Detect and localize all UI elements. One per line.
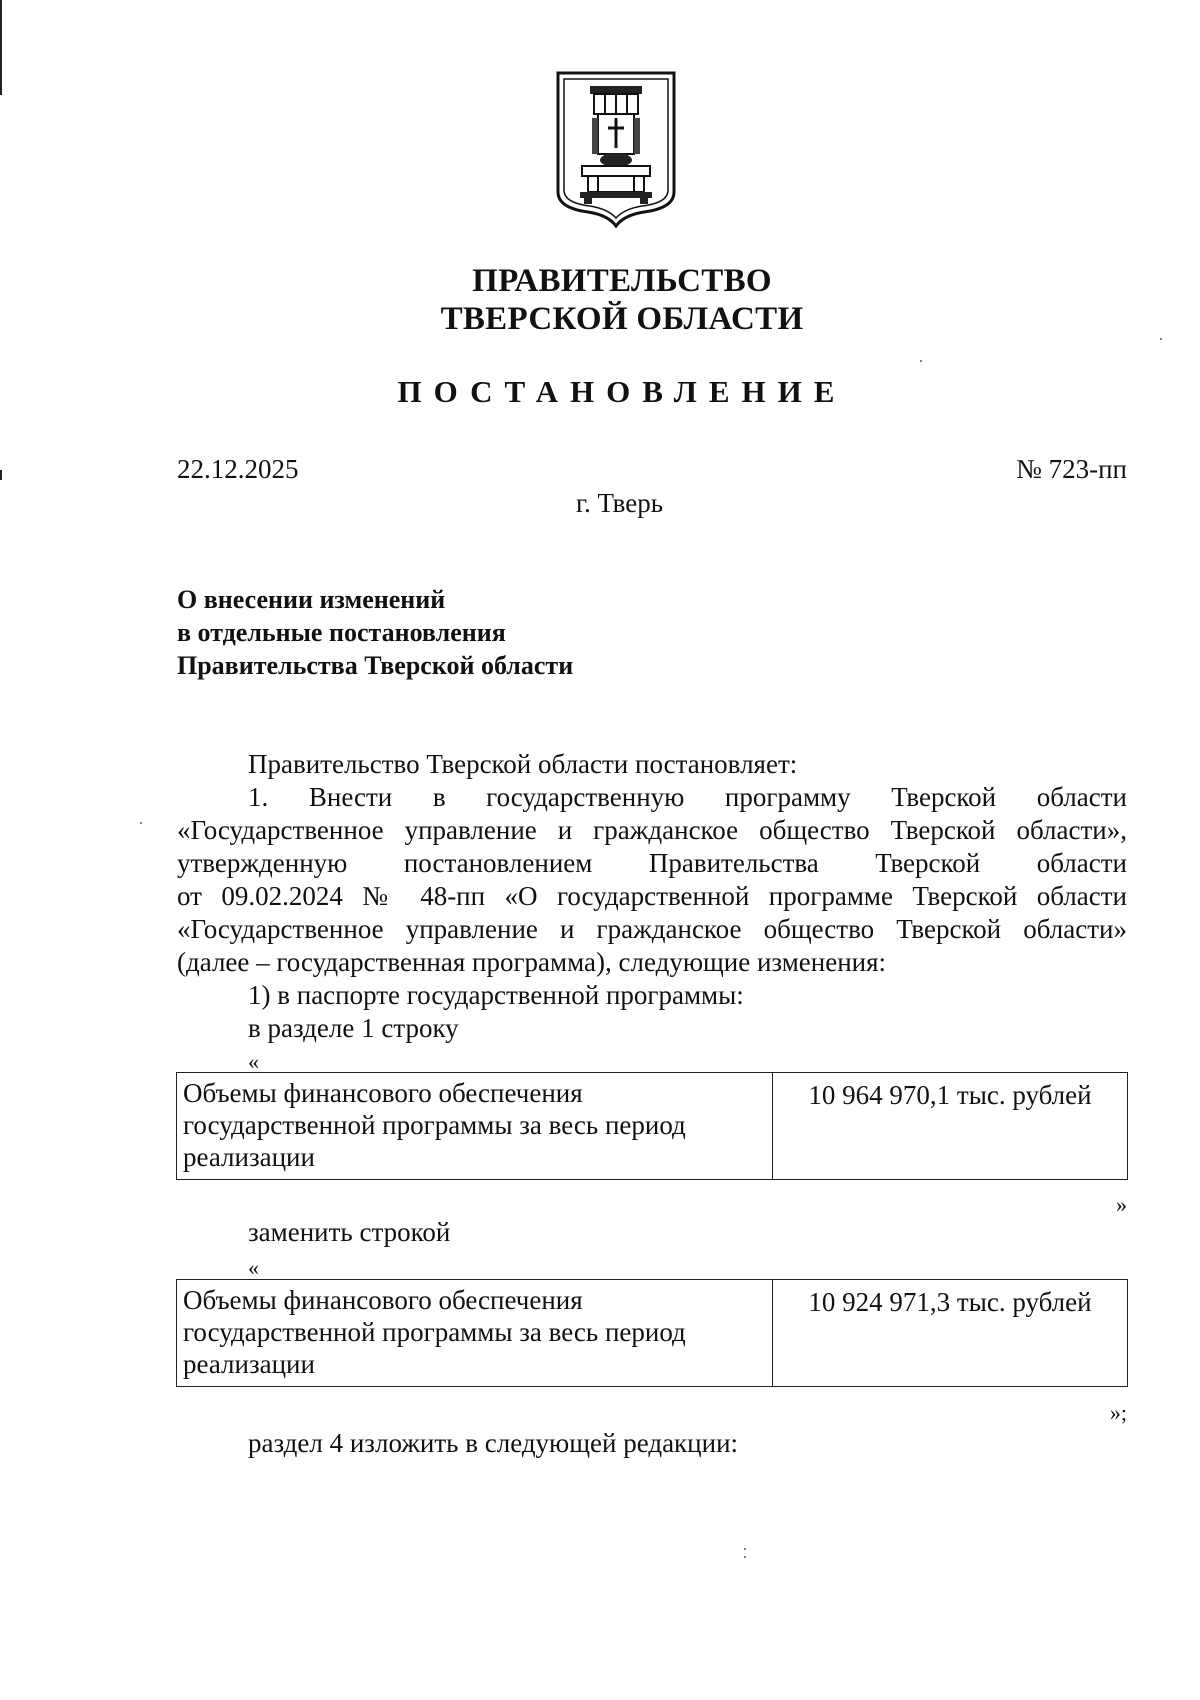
government-name-line1: ПРАВИТЕЛЬСТВО bbox=[472, 263, 772, 299]
government-name-line2: ТВЕРСКОЙ ОБЛАСТИ bbox=[440, 301, 804, 337]
cell-text: реализации bbox=[183, 1349, 315, 1379]
cell-text: Объемы финансового обеспечения bbox=[183, 1078, 583, 1108]
close-quote: » bbox=[1116, 1192, 1127, 1217]
scan-speck bbox=[140, 822, 142, 824]
scan-speck bbox=[1160, 338, 1162, 340]
cell-text: Объемы финансового обеспечения bbox=[183, 1285, 583, 1315]
tver-coat-of-arms-icon bbox=[554, 70, 678, 228]
document-type-title: ПОСТАНОВЛЕНИЕ bbox=[397, 374, 847, 409]
open-quote: « bbox=[248, 1049, 259, 1074]
paragraph-line: 1. Внести в государственную программу Тверской области bbox=[248, 782, 1127, 812]
table-cell-label bbox=[177, 1073, 773, 1180]
document-number: № 723-пп bbox=[1016, 454, 1127, 484]
paragraph-line: от 09.02.2024 № 48-пп «О государственной программе Тверской области bbox=[177, 881, 1127, 911]
old-financing-table bbox=[176, 1072, 1128, 1180]
table-row bbox=[177, 1280, 1128, 1387]
subject-line: О внесении изменений bbox=[177, 585, 446, 614]
paragraph-line: (далее – государственная программа), следующие изменения: bbox=[177, 947, 887, 977]
subitem-line: в разделе 1 строку bbox=[248, 1013, 459, 1043]
scan-speck bbox=[744, 1556, 746, 1558]
subitem-line: 1) в паспорте государственной программы: bbox=[248, 980, 744, 1010]
scan-edge-mark bbox=[0, 470, 2, 480]
scan-edge-mark bbox=[0, 0, 2, 95]
document-city: г. Тверь bbox=[576, 488, 664, 518]
document-date: 22.12.2025 bbox=[177, 454, 299, 484]
final-instruction: раздел 4 изложить в следующей редакции: bbox=[248, 1428, 739, 1458]
scan-speck bbox=[744, 1548, 746, 1550]
new-financing-table bbox=[176, 1279, 1128, 1387]
subject-line: в отдельные постановления bbox=[177, 618, 506, 647]
paragraph-line: «Государственное управление и гражданское общество Тверской области» bbox=[177, 914, 1127, 944]
table-row bbox=[177, 1073, 1128, 1180]
paragraph-line: утвержденную постановлением Правительства Тверской области bbox=[177, 848, 1127, 878]
cell-text: государственной программы за весь период bbox=[183, 1317, 686, 1347]
paragraph-line: «Государственное управление и гражданское общество Тверской области», bbox=[177, 815, 1127, 845]
open-quote: « bbox=[248, 1255, 259, 1280]
replace-instruction: заменить строкой bbox=[248, 1217, 451, 1247]
document-subject bbox=[177, 583, 573, 682]
table-cell-value: 10 924 971,3 тыс. рублей bbox=[773, 1280, 1128, 1387]
intro-paragraph: Правительство Тверской области постановляет: bbox=[248, 749, 798, 779]
cell-text: реализации bbox=[183, 1142, 315, 1172]
subject-line: Правительства Тверской области bbox=[177, 651, 574, 680]
close-quote: »; bbox=[1109, 1400, 1127, 1425]
table-cell-label bbox=[177, 1280, 773, 1387]
scan-speck bbox=[920, 360, 922, 362]
table-cell-value: 10 964 970,1 тыс. рублей bbox=[773, 1073, 1128, 1180]
cell-text: государственной программы за весь период bbox=[183, 1110, 686, 1140]
